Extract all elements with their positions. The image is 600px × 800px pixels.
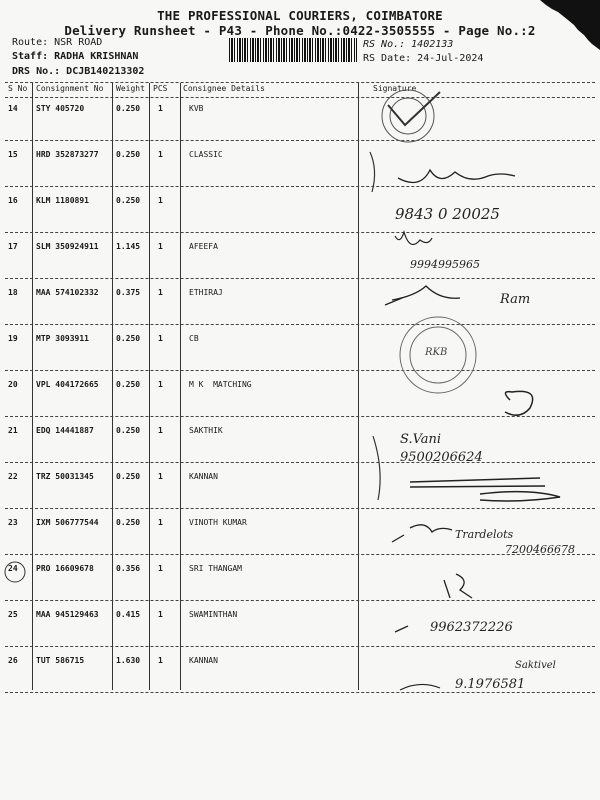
row-weight: 0.250 [116,426,141,435]
row-sno: 15 [8,150,18,159]
row-sno: 19 [8,334,18,343]
row-weight: 0.250 [116,196,141,205]
handwritten-phone: 9962372226 [430,620,513,635]
row-pcs: 1 [158,610,163,619]
handwritten-phone: 9.1976581 [455,677,526,692]
table-header [0,83,600,97]
rs-number: RS No.: 1402133 [363,39,454,50]
row-weight: 0.250 [116,472,141,481]
row-consignment: SLM 350924911 [36,242,99,251]
row-consignment: HRD 352873277 [36,150,99,159]
row-pcs: 1 [158,334,163,343]
col-consignee: Consignee Details [183,84,265,93]
row-consignee: CB [189,334,199,343]
row-sno: 21 [8,426,18,435]
row-consignment: TUT 586715 [36,656,85,665]
row-sno: 17 [8,242,18,251]
row-rule [5,416,595,417]
row-weight: 0.250 [116,104,141,113]
col-pcs: PCS [153,84,168,93]
row-rule [5,278,595,279]
row-rule [5,692,595,693]
rs-date: RS Date: 24-Jul-2024 [363,53,484,64]
row-sno: 26 [8,656,18,665]
row-pcs: 1 [158,380,163,389]
row-weight: 1.630 [116,656,141,665]
staff-label: Staff: RADHA KRISHNAN [12,51,139,62]
row-weight: 0.250 [116,518,141,527]
row-rule [5,370,595,371]
row-rule [5,186,595,187]
row-sno: 22 [8,472,18,481]
handwritten-name: S.Vani [400,432,442,447]
row-sno: 23 [8,518,18,527]
row-consignee: SRI THANGAM [189,564,242,573]
handwritten-phone: 9500206624 [400,450,483,465]
row-pcs: 1 [158,518,163,527]
row-consignment: PRO 16609678 [36,564,94,573]
header-bottom-rule [5,97,595,98]
table-row [0,242,600,286]
barcode [229,38,357,62]
row-consignment: MAA 945129463 [36,610,99,619]
row-pcs: 1 [158,150,163,159]
row-pcs: 1 [158,196,163,205]
row-rule [5,324,595,325]
row-weight: 0.250 [116,334,141,343]
row-consignee: ETHIRAJ [189,288,223,297]
handwritten-name: Saktivel [515,660,556,671]
row-consignee: KANNAN [189,472,218,481]
row-rule [5,646,595,647]
table-row [0,426,600,470]
row-consignee: SWAMINTHAN [189,610,238,619]
row-consignee: KVB [189,104,204,113]
handwritten-phone: 9994995965 [410,258,480,271]
row-pcs: 1 [158,564,163,573]
handwritten-phone: 9843 0 20025 [395,205,500,223]
row-consignee: VINOTH KUMAR [189,518,247,527]
row-sno: 14 [8,104,18,113]
col-weight: Weight [116,84,145,93]
row-weight: 0.250 [116,380,141,389]
col-signature: Signature [373,84,417,93]
row-rule [5,232,595,233]
row-consignee: CLASSIC [189,150,223,159]
table-row [0,380,600,424]
handwritten-name: Ram [500,292,531,307]
table-row [0,150,600,194]
row-sno: 16 [8,196,18,205]
row-pcs: 1 [158,104,163,113]
row-pcs: 1 [158,242,163,251]
row-consignee: KANNAN [189,656,218,665]
row-sno: 20 [8,380,18,389]
row-pcs: 1 [158,426,163,435]
row-consignment: STY 405720 [36,104,85,113]
row-consignee: M K MATCHING [189,380,252,389]
table-row [0,472,600,516]
handwritten-phone: 7200466678 [505,543,575,556]
row-rule [5,140,595,141]
row-pcs: 1 [158,656,163,665]
row-rule [5,462,595,463]
row-sno: 24 [8,564,18,573]
table-row [0,564,600,608]
row-consignment: VPL 404172665 [36,380,99,389]
col-sno: S No [8,84,28,93]
row-weight: 1.145 [116,242,141,251]
runsheet-subtitle: Delivery Runsheet - P43 - Phone No.:0422-3505555 - Page No.:2 [64,23,536,38]
row-weight: 0.250 [116,150,141,159]
row-consignment: MAA 574102332 [36,288,99,297]
company-title: THE PROFESSIONAL COURIERS, COIMBATORE [157,8,443,23]
row-consignment: MTP 3093911 [36,334,89,343]
handwritten-note: Trardelots [455,528,514,541]
row-consignment: EDQ 14441887 [36,426,94,435]
drs-number: DRS No.: DCJB140213302 [12,66,145,77]
row-consignment: KLM 1180891 [36,196,89,205]
row-pcs: 1 [158,288,163,297]
row-consignee: SAKTHIK [189,426,223,435]
row-weight: 0.356 [116,564,141,573]
row-weight: 0.415 [116,610,141,619]
table-row [0,334,600,378]
row-rule [5,600,595,601]
row-sno: 25 [8,610,18,619]
col-consignment: Consignment No [36,84,104,93]
table-row [0,196,600,240]
row-weight: 0.375 [116,288,141,297]
row-pcs: 1 [158,472,163,481]
row-rule [5,508,595,509]
row-consignment: IXM 506777544 [36,518,99,527]
stamp-initials: RKB [425,347,448,358]
row-consignee: AFEEFA [189,242,218,251]
row-consignment: TRZ 50031345 [36,472,94,481]
table-row [0,104,600,148]
route-label: Route: NSR ROAD [12,37,103,48]
row-sno: 18 [8,288,18,297]
